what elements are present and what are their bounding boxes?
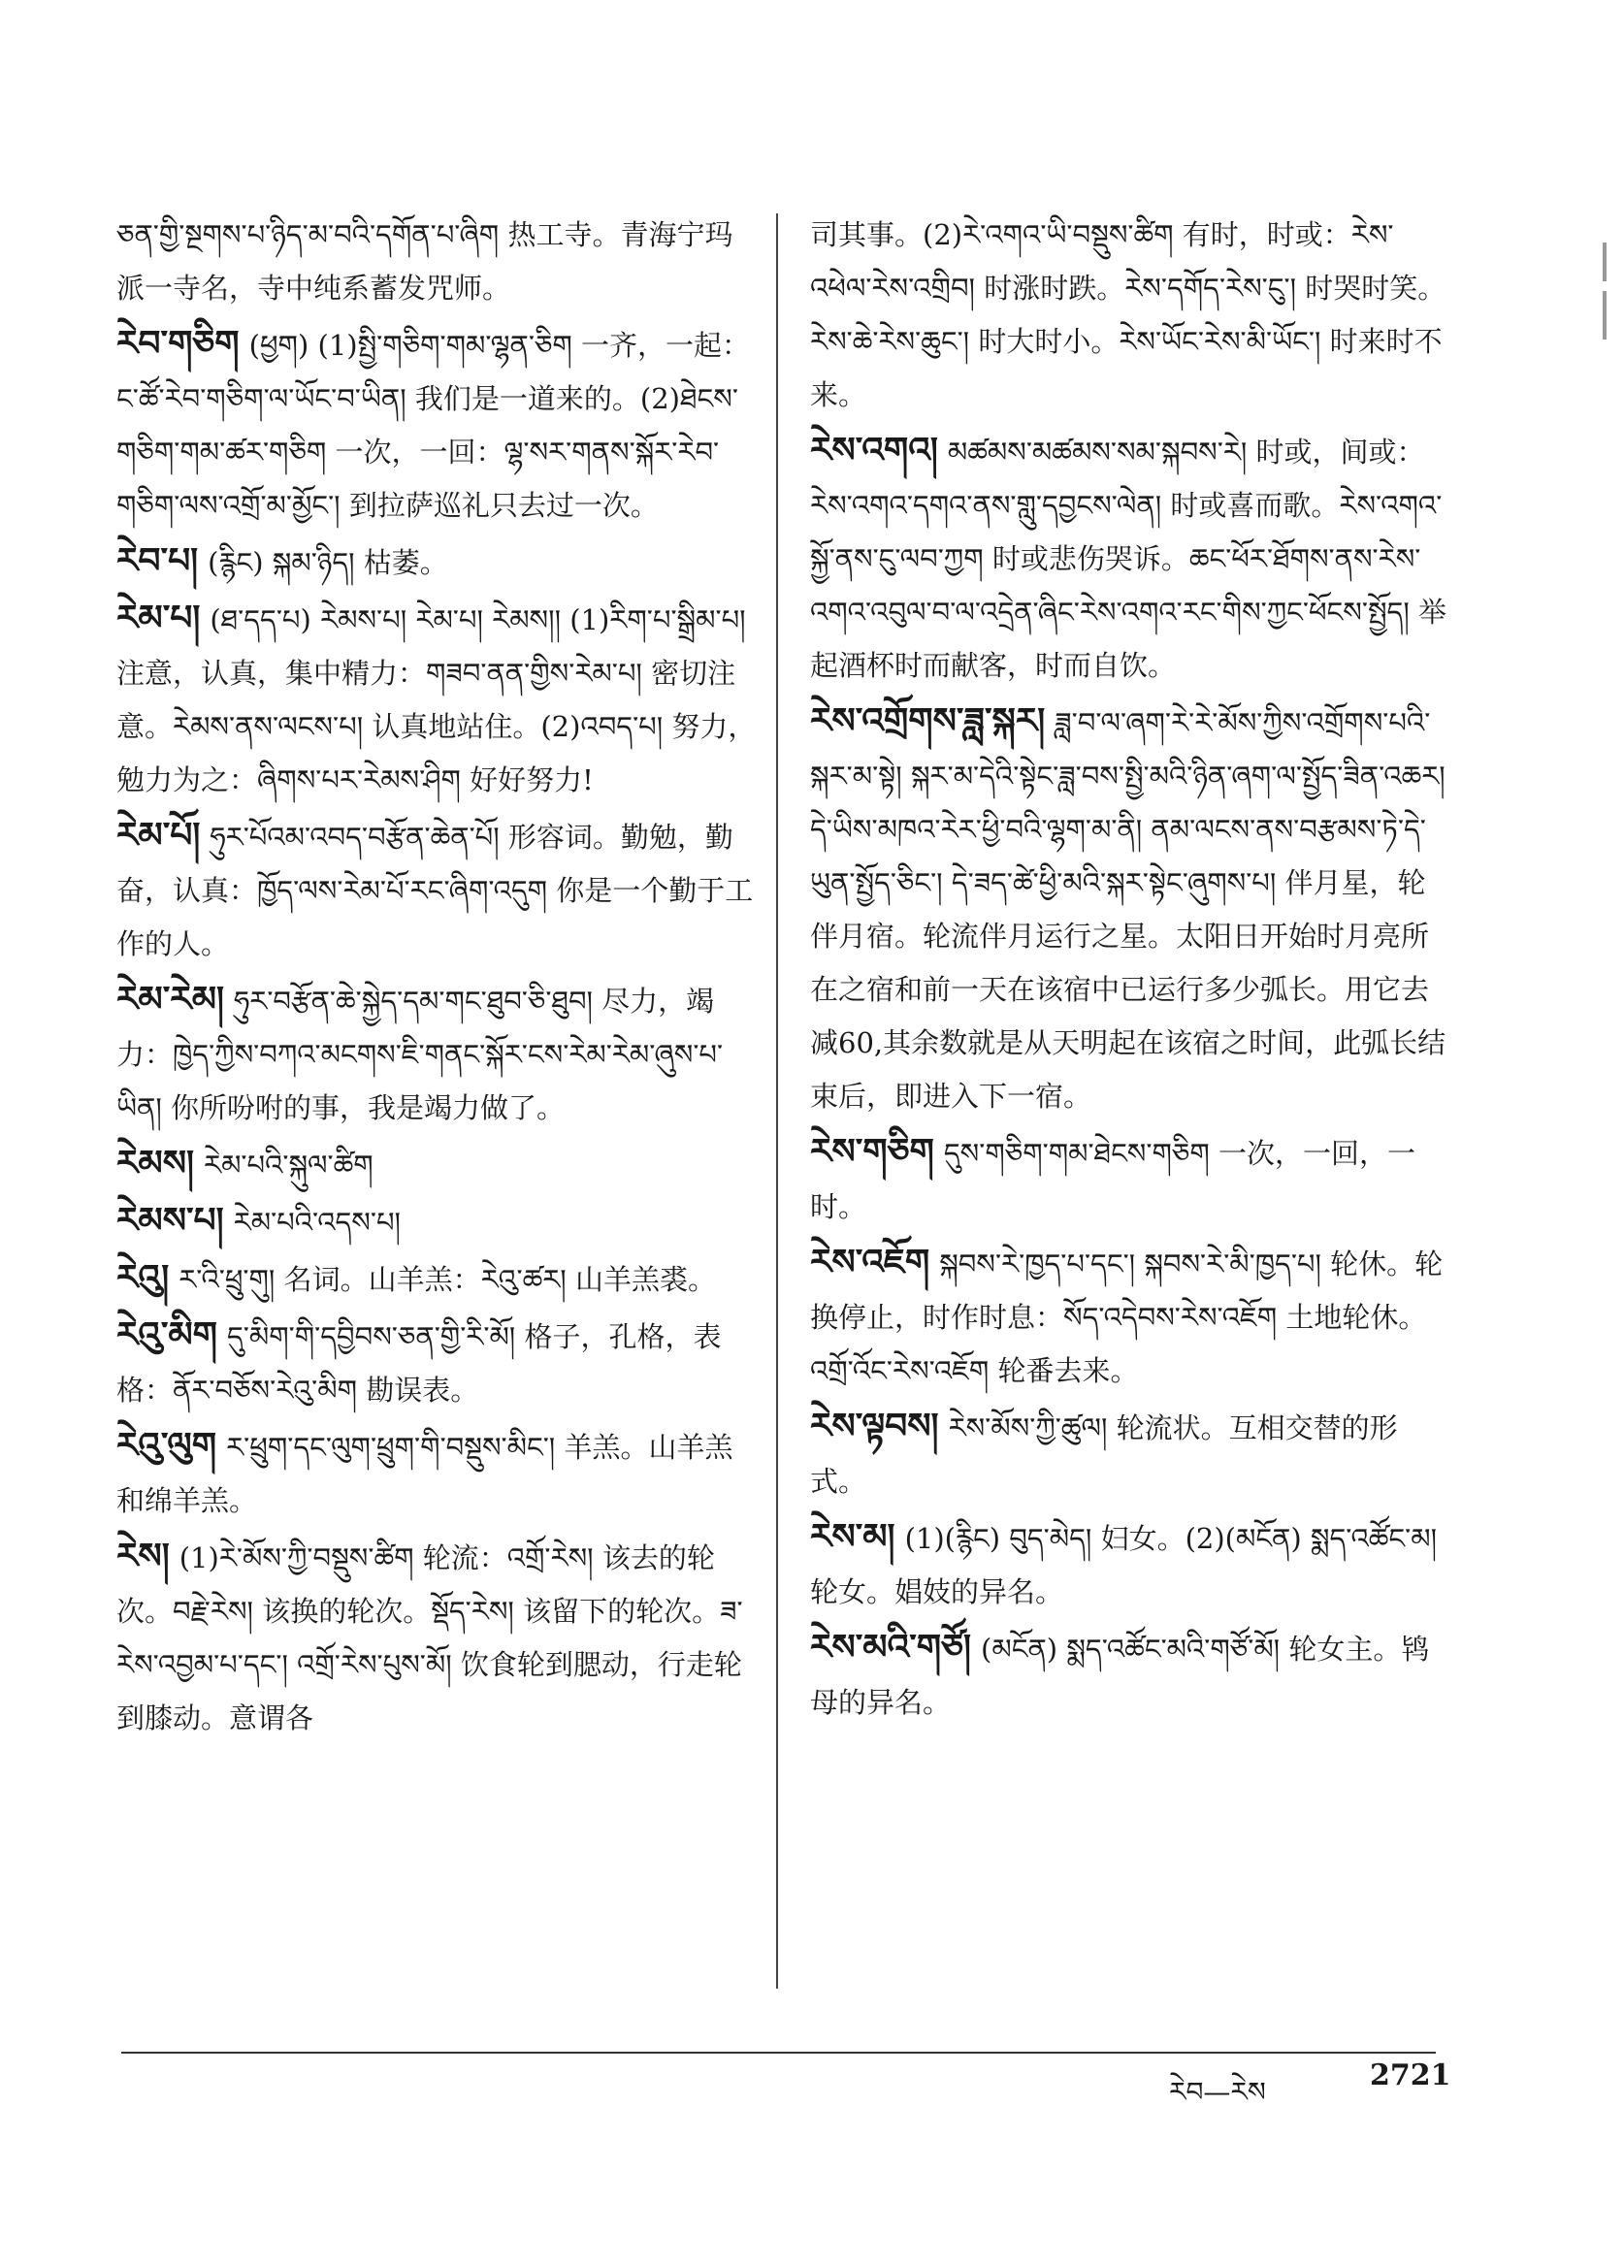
entry-headword: རེབ་གཅིག xyxy=(116,323,240,364)
entry-definition: 司其事。(2)རེ་འགའ་ཡི་བསྡུས་ཚིག 有时，时或：རེས་འཕེལ་རེས་འགྲིབ། 时涨时跌。རེས་དགོད་རེས་ངུ་། 时哭时笑。རེས་ཆེ་རེས་ཆུང་། 时大时小。རེས་ཡོང་རེས་མི་ཡོང་། 时来时不来。 xyxy=(810,218,1446,411)
entry-definition: ར་ཕྲུག་དང་ལུག་ཕྲུག་གི་བསྡུས་མིང་། 羊羔。山羊羔和绵羊羔。 xyxy=(116,1431,733,1517)
entry-definition: (ཕྱག) (1)སྤྱི་གཅིག་གམ་ལྷན་ཅིག 一齐，一起：ང་ཚོ་རེབ་གཅིག་ལ་ཡོང་བ་ཡིན། 我们是一道来的。(2)ཐེངས་གཅིག་གམ་ཚར་གཅིག 一次，一回：ལྷ་སར་གནས་སྐོར་རེབ་གཅིག་ལས་འགྲོ་མ་མྱོང་། 到拉萨巡礼只去过一次。 xyxy=(116,329,751,522)
dictionary-entry xyxy=(116,973,757,1135)
entry-headword: རེས་འགའ། xyxy=(810,430,938,470)
running-head: རེབ—རེས xyxy=(1169,2076,1266,2108)
dictionary-entry xyxy=(116,1419,757,1528)
entry-headword: རེའུ་མིག xyxy=(116,1314,218,1355)
dictionary-entry xyxy=(810,424,1450,693)
entry-headword: རེས་ལྟབས། xyxy=(810,1406,939,1446)
entry-headword: རེམས། xyxy=(116,1143,194,1183)
entry-definition: རེས་མོས་ཀྱི་ཚུལ། 轮流状。互相交替的形式。 xyxy=(810,1411,1398,1498)
left-column xyxy=(116,209,757,1747)
entry-definition: རེམ་པའི་སྐུལ་ཚིག xyxy=(204,1149,374,1182)
page-number: 2721 xyxy=(1370,2058,1451,2092)
dictionary-entry xyxy=(810,1400,1450,1508)
dictionary-entry xyxy=(810,1510,1450,1619)
entry-headword: རེམ་པ། xyxy=(116,598,201,638)
dictionary-entry xyxy=(116,592,757,807)
entry-headword: རེས་མའི་གཙོ། xyxy=(810,1627,972,1668)
entry-headword: རེས་འཇོག xyxy=(810,1242,930,1282)
entry-headword: རེམས་པ། xyxy=(116,1200,224,1241)
entry-definition: དུས་གཅིག་གམ་ཐེངས་གཅིག 一次，一回，一时。 xyxy=(810,1137,1415,1223)
entry-definition: ཟླ་བ་ལ་ཞག་རེ་རེ་མོས་ཀྱིས་འགྲོགས་པའི་སྐར་མ་སྟེ། སྐར་མ་དེའི་སྟེང་ཟླ་བས་སྤྱི་མའི་ཉིན་ཞག་ལ་སྤྱོད་ཟིན་འཆར། དེ་ཡིས་མཁའ་རེར་ཕྱི་བའི་ལྷག་མ་ནི། ནམ་ལངས་ནས་བརྩམས་ཏེ་དེ་ཡུན་སྤྱོད་ཅིང་། དེ་ཟད་ཚེ་ཕྱི་མའི་སྐར་སྟེང་ཞུགས་པ། 伴月星，轮伴月宿。轮流伴月运行之星。太阳日开始时月亮所在之宿和前一天在该宿中已运行多少弧长。用它去减60,其余数就是从天明起在该宿之时间，此弧长结束后，即进入下一宿。 xyxy=(810,706,1446,1113)
entry-definition: རེམ་པའི་འདས་པ། xyxy=(233,1206,401,1239)
dictionary-entry xyxy=(116,1530,757,1745)
entry-definition: (མངོན) སྨད་འཚོང་མའི་གཙོ་མོ། 轮女主。鸨母的异名。 xyxy=(810,1633,1430,1719)
dictionary-entry xyxy=(116,809,757,971)
entry-definition: མཚམས་མཚམས་སམ་སྐབས་རེ། 时或，间或：རེས་འགའ་དགའ་ནས་གླུ་དབྱངས་ལེན། 时或喜而歌。རེས་འགའ་སྐྱོ་ནས་ངུ་ལབ་ཀྱག 时或悲伤哭诉。ཆང་ཕོར་ཐོགས་ནས་རེས་འགའ་འབུལ་བ་ལ་འདྲེན་ཞིང་རེས་འགའ་རང་གིས་ཀྱང་ཕོངས་སྤྱོད། 举起酒杯时而献客，时而自饮。 xyxy=(810,436,1446,682)
dictionary-entry xyxy=(116,317,757,533)
right-column xyxy=(810,209,1450,1732)
entry-definition: (རྙིང) སྐམ་ཉིད། 枯萎。 xyxy=(208,546,448,579)
dictionary-entry xyxy=(116,209,757,315)
dictionary-entry xyxy=(810,695,1450,1123)
dictionary-entry xyxy=(116,535,757,590)
entry-definition: ར་འི་ཕྲུ་གུ། 名词。山羊羔：རེའུ་ཚར། 山羊羔裘。 xyxy=(179,1263,716,1296)
entry-definition: ཧུར་པོའམ་འབད་བརྩོན་ཆེན་པོ། 形容词。勤勉，勤奋，认真：ཁྱོད་ལས་རེམ་པོ་རང་ཞིག་འདུག 你是一个勤于工作的人。 xyxy=(116,821,754,960)
entry-definition: དུ་མིག་གི་དབྱིབས་ཅན་གྱི་རི་མོ། 格子，孔格，表格：ནོར་བཅོས་རེའུ་མིག 勘误表。 xyxy=(116,1320,722,1407)
dictionary-entry xyxy=(810,1621,1450,1730)
entry-headword: རེས་གཅིག xyxy=(810,1131,934,1172)
dictionary-entry xyxy=(116,1309,757,1417)
footer-rule xyxy=(121,2052,1436,2054)
column-divider xyxy=(776,213,778,1989)
dictionary-entry xyxy=(810,1236,1450,1398)
entry-definition: (1)(རྙིང) བུད་མེད། 妇女。(2)(མངོན) སྨད་འཚོང་མ། 轮女。娼妓的异名。 xyxy=(810,1522,1438,1608)
dictionary-entry xyxy=(810,209,1450,422)
entry-headword: རེབ་པ། xyxy=(116,540,199,581)
entry-definition: ཅན་གྱི་སྔགས་པ་ཉིད་མ་བའི་དགོན་པ་ཞིག 热工寺。青海宁玛派一寺名，寺中纯系蓄发咒师。 xyxy=(116,218,733,305)
entry-definition: ཧུར་བརྩོན་ཆེ་སྐྱེད་དམ་གང་ཐུབ་ཅི་ཐུབ། 尽力，竭力：ཁྱེད་ཀྱིས་བཀའ་མངགས་ཇི་གནང་སྐོར་ངས་རེམ་རེམ་ཞུས་པ་ཡིན། 你所吩咐的事，我是竭力做了。 xyxy=(116,985,724,1124)
entry-headword: རེམ་པོ། xyxy=(116,815,201,856)
entry-definition: (1)རེ་མོས་ཀྱི་བསྡུས་ཚིག 轮流：འགྲོ་རེས། 该去的轮次。བརྗེ་རེས། 该换的轮次。སྡོད་རེས། 该留下的轮次。ཟ་རེས་འབྱམ་པ་དང་། འགྲོ་རེས་པུས་མོ། 饮食轮到腮动，行走轮到膝动。意谓各 xyxy=(116,1541,743,1734)
scan-mark xyxy=(1603,243,1607,281)
dictionary-entry xyxy=(116,1251,757,1307)
dictionary-entry xyxy=(116,1194,757,1249)
scan-mark xyxy=(1603,291,1607,340)
entry-headword: རེའུ་ལུག xyxy=(116,1425,217,1466)
entry-headword: རེའུ། xyxy=(116,1257,170,1298)
dictionary-entry xyxy=(810,1125,1450,1234)
entry-headword: རེམ་རེམ། xyxy=(116,979,224,1020)
entry-definition: (ཐ་དད་པ) རེམས་པ། རེམ་པ། རེམས།། (1)རིག་པ་སྒྲིམ་པ། 注意，认真，集中精力：གཟབ་ནན་གྱིས་རེམ་པ། 密切注意。རེམས་ནས་ལངས་པ། 认真地站住。(2)འབད་པ། 努力，勉力为之：ཞིགས་པར་རེམས་ཤིག 好好努力! xyxy=(116,603,757,796)
entry-definition: སྐབས་རེ་ཁྱད་པ་དང་། སྐབས་རེ་མི་ཁྱད་པ། 轮休。轮换停止，时作时息：སོད་འདེབས་རེས་འཇོག 土地轮休。འགྲོ་འོང་རེས་འཇོག 轮番去来。 xyxy=(810,1247,1444,1387)
entry-headword: རེས། xyxy=(116,1536,170,1576)
entry-headword: རེས་མ། xyxy=(810,1516,895,1557)
dictionary-entry xyxy=(116,1137,757,1192)
entry-headword: རེས་འགྲོགས་ཟླ་སྐར། xyxy=(810,700,1046,741)
